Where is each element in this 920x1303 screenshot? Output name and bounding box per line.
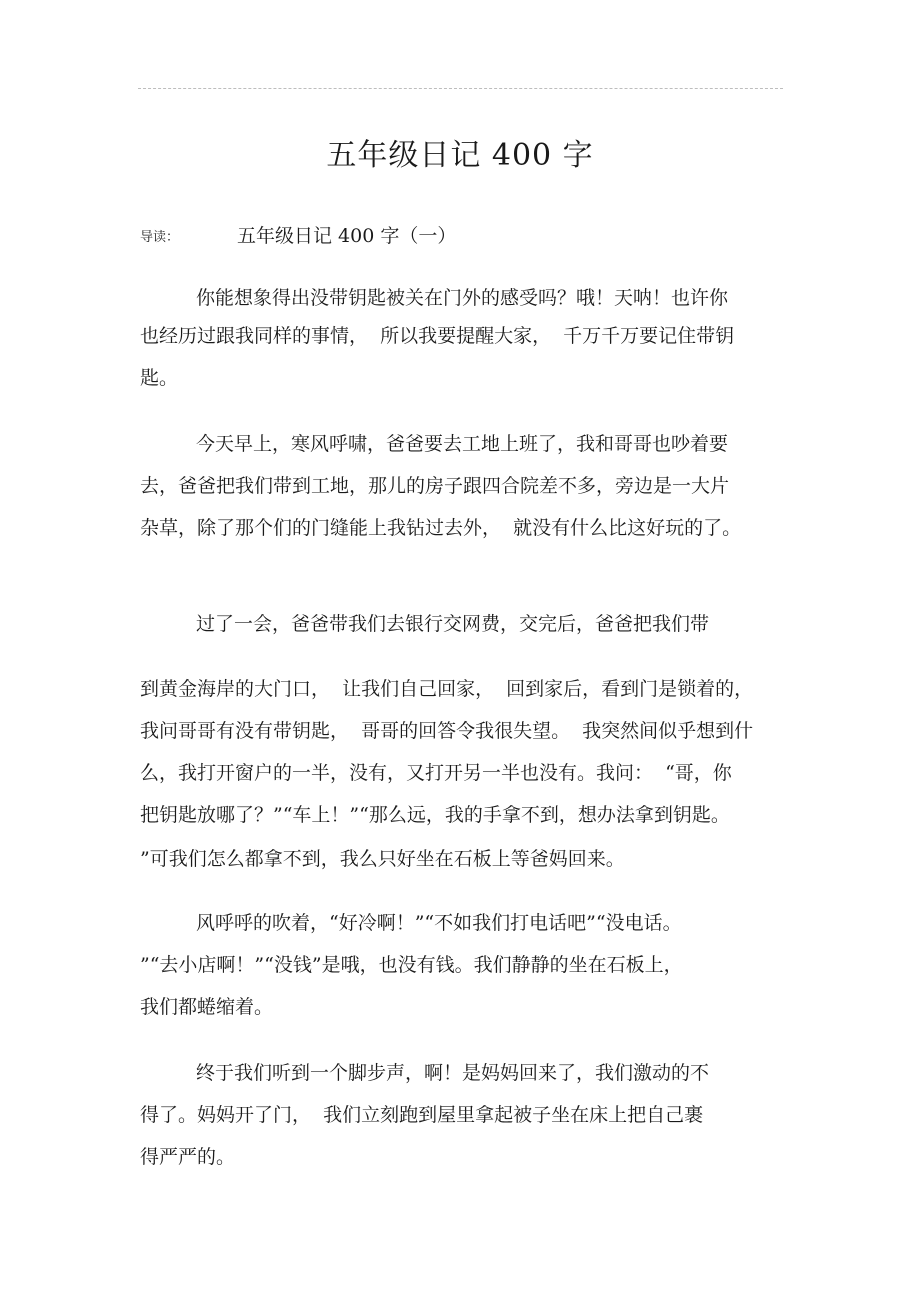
paragraph-4-line-1: 风呼呼的吹着，“好冷啊！”“不如我们打电话吧”“没电话。	[196, 912, 682, 934]
paragraph-2-line-3: 杂草，除了那个们的门缝能上我钻过去外， 就没有什么比这好玩的了。	[140, 517, 742, 539]
page-title: 五年级日记 400 字	[326, 138, 594, 173]
paragraph-3-line-5: 把钥匙放哪了？”“车上！”“那么远，我的手拿不到，想办法拿到钥匙。	[140, 804, 730, 826]
paragraph-1-line-3: 匙。	[140, 367, 179, 389]
paragraph-1-line-2: 也经历过跟我同样的事情， 所以我要提醒大家， 千万千万要记住带钥	[140, 325, 735, 347]
paragraph-2-line-1: 今天早上，寒风呼啸，爸爸要去工地上班了，我和哥哥也吵着要	[196, 433, 729, 455]
paragraph-5-line-1: 终于我们听到一个脚步声，啊！是妈妈回来了，我们激动的不	[196, 1062, 710, 1084]
paragraph-5-line-3: 得严严的。	[140, 1146, 236, 1168]
paragraph-5-line-2: 得了。妈妈开了门， 我们立刻跑到屋里拿起被子坐在床上把自己裹	[140, 1104, 704, 1126]
guide-label: 导读：	[140, 230, 180, 245]
paragraph-2-line-2: 去，爸爸把我们带到工地，那儿的房子跟四合院差不多，旁边是一大片	[140, 475, 730, 497]
paragraph-4-line-2: ”“去小店啊！”“没钱”是哦，也没有钱。我们静静的坐在石板上，	[140, 954, 683, 976]
guide-text: 五年级日记 400 字（一）	[237, 225, 457, 247]
paragraph-3-line-1: 过了一会，爸爸带我们去银行交网费，交完后，爸爸把我们带	[196, 613, 710, 635]
paragraph-4-line-3: 我们都蜷缩着。	[140, 996, 274, 1018]
paragraph-3-line-6: ”可我们怎么都拿不到，我么只好坐在石板上等爸妈回来。	[140, 848, 625, 870]
paragraph-3-line-3: 我问哥哥有没有带钥匙， 哥哥的回答令我很失望。 我突然间似乎想到什	[140, 720, 754, 742]
paragraph-1-line-1: 你能想象得出没带钥匙被关在门外的感受吗？哦！天呐！也许你	[196, 287, 729, 309]
paragraph-3-line-2: 到黄金海岸的大门口， 让我们自己回家， 回到家后，看到门是锁着的，	[140, 678, 754, 700]
paragraph-3-line-4: 么，我打开窗户的一半，没有，又打开另一半也没有。我问： “哥，你	[140, 762, 732, 784]
header-divider	[138, 88, 783, 89]
